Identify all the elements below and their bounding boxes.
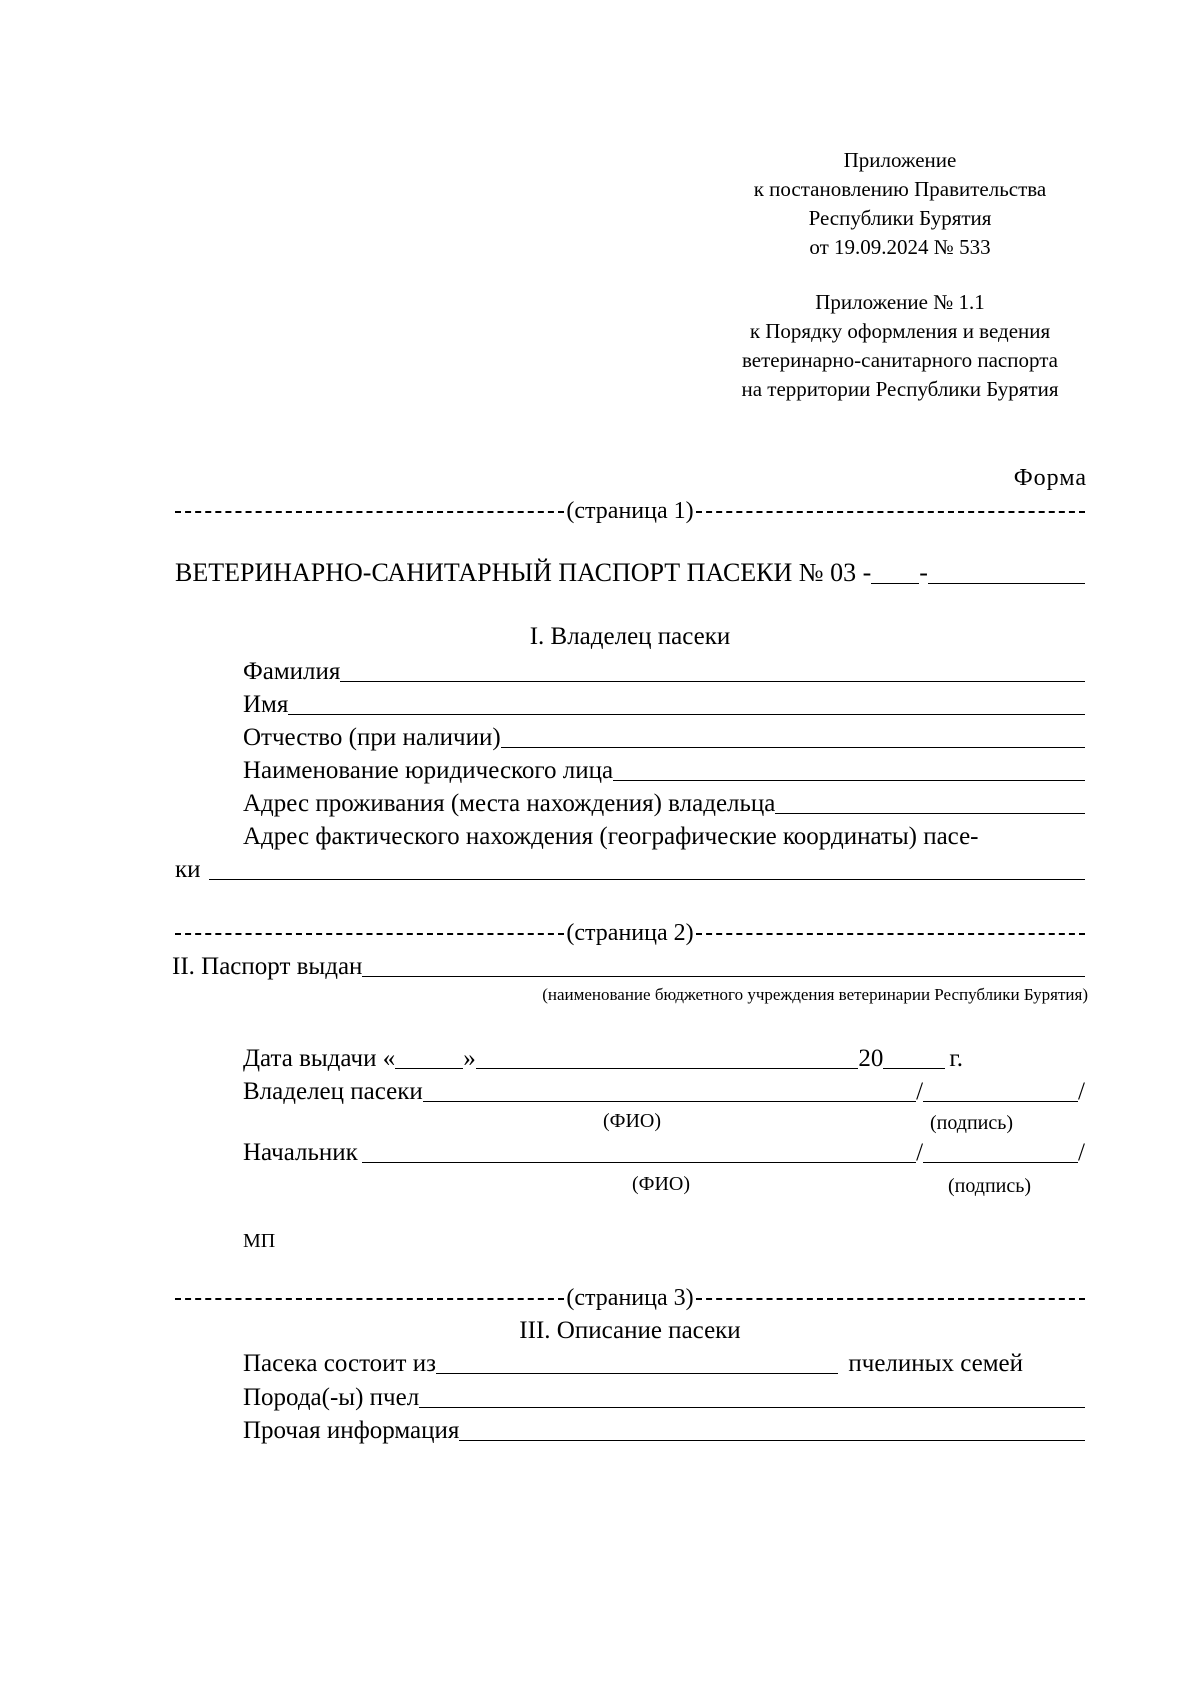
issuer-hint: (наименование бюджетного учреждения ветеринарии Республики Бурятия) <box>542 985 1088 1004</box>
owner-signature-field[interactable] <box>923 1097 1078 1102</box>
form-label: Форма <box>1013 465 1087 491</box>
issue-year-field[interactable] <box>883 1064 945 1069</box>
owner-row <box>243 1075 1085 1108</box>
issue-date-label: Дата выдачи « <box>243 1045 396 1072</box>
surname-row <box>243 655 1085 688</box>
header-approval <box>735 146 1065 262</box>
owner-fio-field[interactable] <box>423 1097 916 1102</box>
slash: / <box>1078 1139 1085 1166</box>
issue-date-row <box>243 1042 963 1075</box>
residence-label: Адрес проживания (места нахождения) владельца <box>243 790 776 817</box>
slash: / <box>1078 1078 1085 1105</box>
breed-row <box>243 1381 1085 1414</box>
legal-entity-label: Наименование юридического лица <box>243 757 614 784</box>
header-line: Республики Бурятия <box>808 206 992 230</box>
section3-heading: III. Описание пасеки <box>519 1317 741 1344</box>
annex-line: к Порядку оформления и ведения <box>749 319 1051 343</box>
owner-label: Владелец пасеки <box>243 1078 423 1105</box>
annex-line: Приложение № 1.1 <box>815 290 985 314</box>
other-field[interactable] <box>459 1436 1085 1441</box>
surname-label: Фамилия <box>243 658 341 685</box>
title-blank-1[interactable] <box>871 579 919 584</box>
title-blank-2[interactable] <box>928 579 1085 584</box>
chief-row <box>243 1136 1085 1169</box>
residence-row <box>243 787 1085 820</box>
section1-heading: I. Владелец пасеки <box>529 623 731 650</box>
other-row <box>243 1414 1085 1447</box>
passport-title <box>175 556 1085 590</box>
year-suffix: г. <box>949 1045 963 1072</box>
issued-row <box>172 950 1085 983</box>
title-sep: - <box>919 558 928 587</box>
chief-signature-hint: (подпись) <box>948 1175 1032 1197</box>
legal-entity-field[interactable] <box>613 776 1085 781</box>
page-marker-label: (страница 3) <box>566 1285 694 1311</box>
families-label: пчелиных семей <box>848 1350 1023 1377</box>
chief-fio-hint: (ФИО) <box>632 1173 691 1195</box>
page-marker-2 <box>175 918 1085 948</box>
name-field[interactable] <box>288 710 1085 715</box>
issue-month-field[interactable] <box>476 1064 859 1069</box>
owner-fio-hint: (ФИО) <box>603 1110 662 1132</box>
owner-signature-hint: (подпись) <box>930 1112 1014 1134</box>
breed-label: Порода(-ы) пчел <box>243 1384 420 1411</box>
name-label: Имя <box>243 691 289 718</box>
chief-fio-field[interactable] <box>362 1158 916 1163</box>
stamp-label: МП <box>243 1230 276 1252</box>
issued-label: II. Паспорт выдан <box>172 953 363 980</box>
issue-date-close: » <box>463 1045 476 1072</box>
patronymic-label: Отчество (при наличии) <box>243 724 501 751</box>
consists-row <box>243 1347 1023 1380</box>
slash: / <box>916 1139 924 1166</box>
actual-address-label: Адрес фактического нахождения (географические координаты) пасе- <box>243 823 979 850</box>
page-marker-label: (страница 1) <box>566 498 694 524</box>
actual-address-field[interactable] <box>209 875 1085 880</box>
issue-day-field[interactable] <box>395 1064 463 1069</box>
title-text: ВЕТЕРИНАРНО-САНИТАРНЫЙ ПАСПОРТ ПАСЕКИ № 03 - <box>175 558 872 587</box>
issuer-field[interactable] <box>362 972 1085 977</box>
year-prefix: 20 <box>858 1045 884 1072</box>
patronymic-field[interactable] <box>501 743 1085 748</box>
annex-line: ветеринарно-санитарного паспорта <box>742 348 1058 372</box>
patronymic-row <box>243 721 1085 754</box>
page-marker-3 <box>175 1283 1085 1313</box>
breed-field[interactable] <box>419 1403 1085 1408</box>
family-count-field[interactable] <box>436 1369 838 1374</box>
chief-signature-field[interactable] <box>923 1158 1078 1163</box>
page-marker-label: (страница 2) <box>566 920 694 946</box>
header-line: от 19.09.2024 № 533 <box>809 235 991 259</box>
name-row <box>243 688 1085 721</box>
consists-label: Пасека состоит из <box>243 1350 436 1377</box>
legal-entity-row <box>243 754 1085 787</box>
actual-address-cont: ки <box>175 856 201 883</box>
residence-field[interactable] <box>775 809 1085 814</box>
actual-address-row <box>175 853 1085 886</box>
page-marker-1 <box>175 496 1085 526</box>
annex-line: на территории Республики Бурятия <box>741 377 1059 401</box>
chief-label: Начальник <box>243 1139 358 1166</box>
surname-field[interactable] <box>340 677 1085 682</box>
header-line: к постановлению Правительства <box>753 177 1047 201</box>
header-line: Приложение <box>843 148 957 172</box>
other-label: Прочая информация <box>243 1417 460 1444</box>
header-annex <box>715 288 1085 404</box>
slash: / <box>916 1078 924 1105</box>
